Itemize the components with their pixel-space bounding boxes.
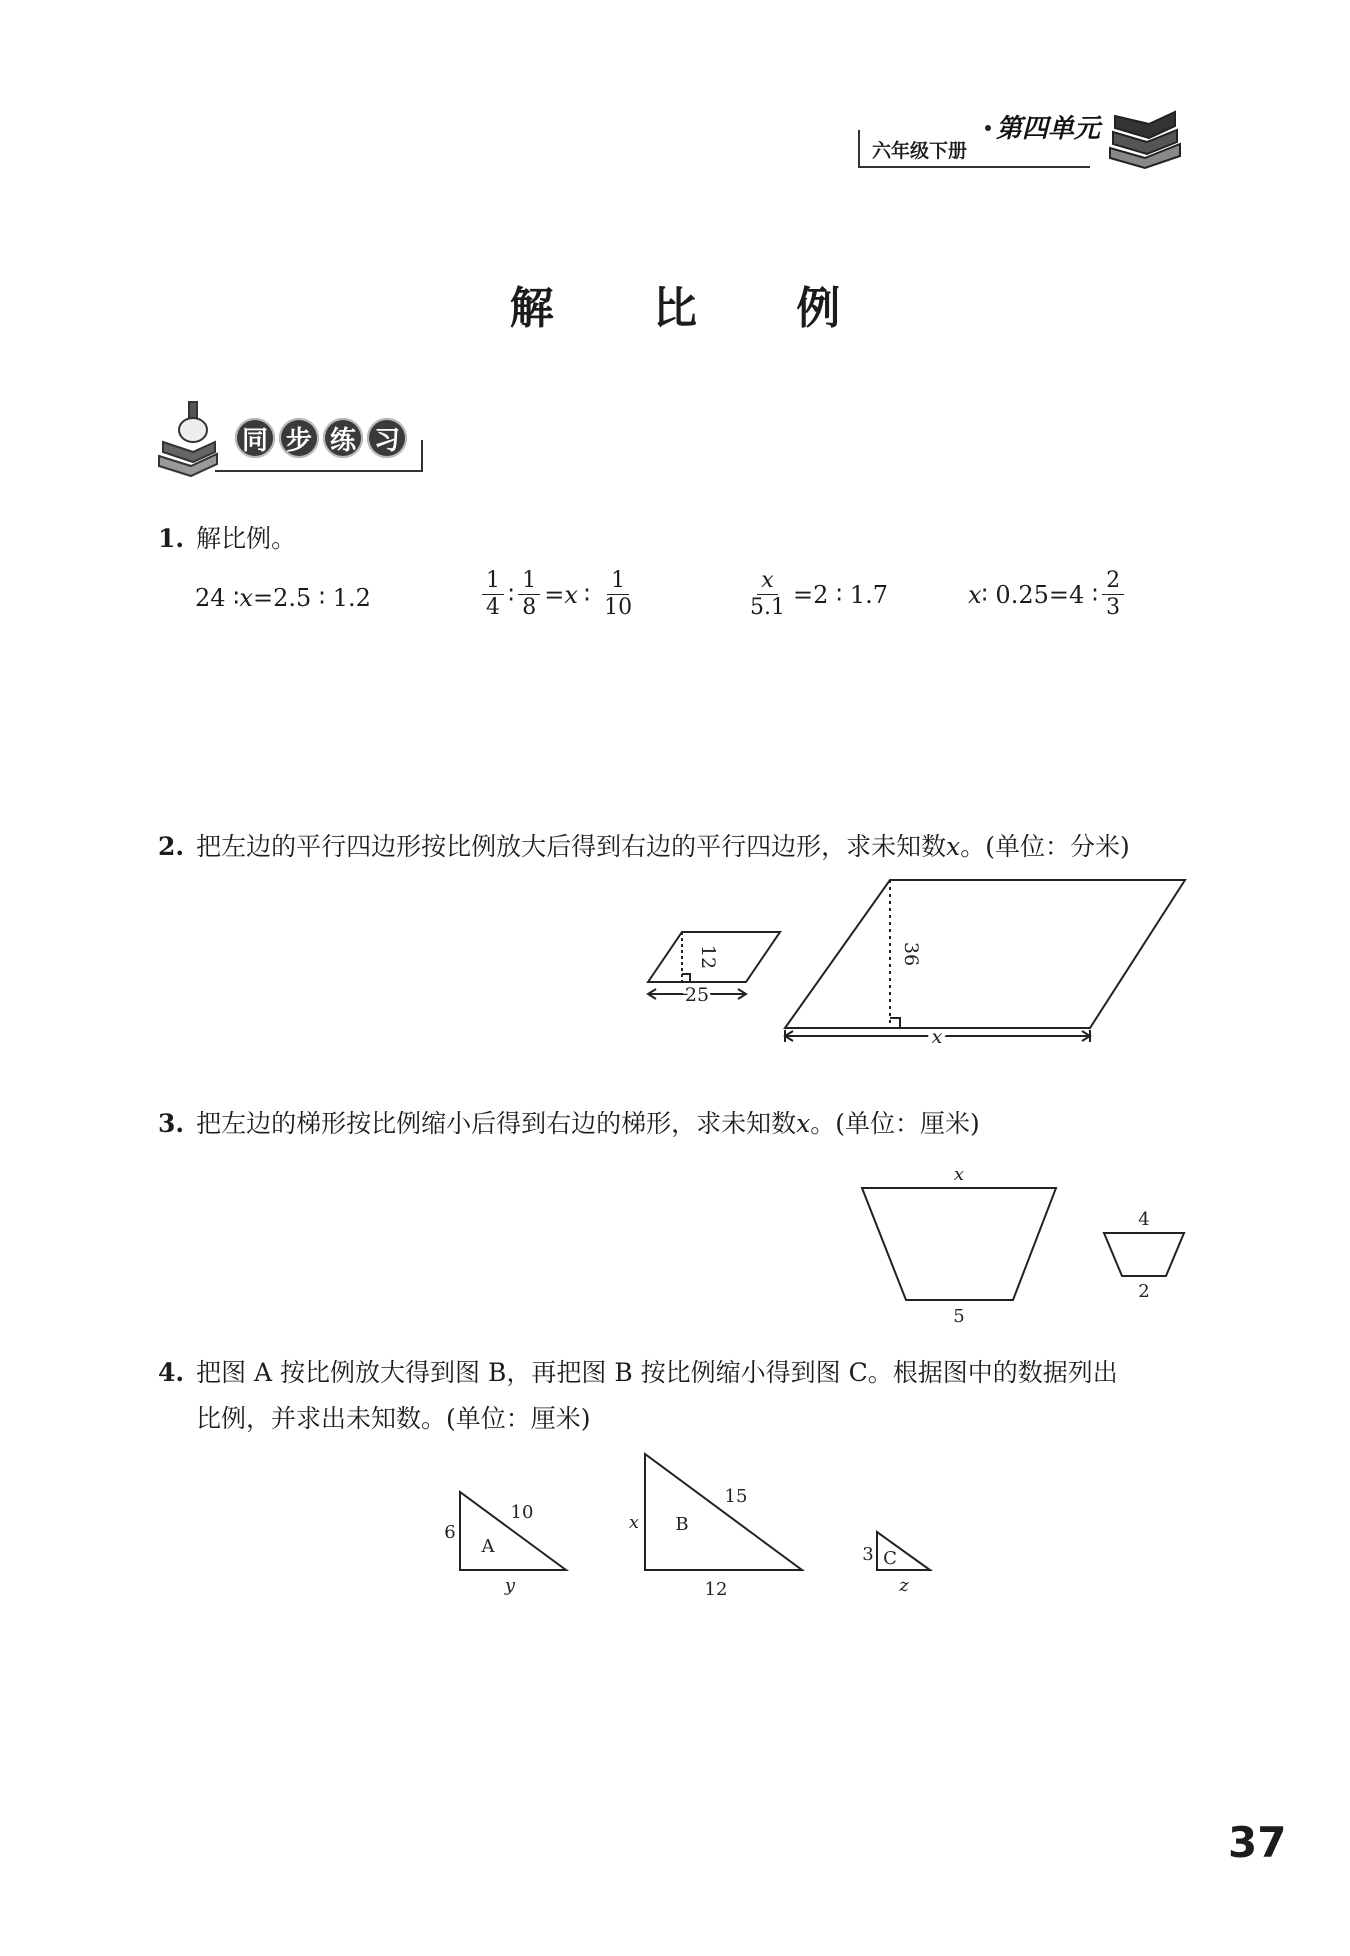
big-parallelogram	[785, 880, 1185, 1028]
triangle-A-base: y	[504, 1575, 516, 1596]
triangle-A-height: 6	[444, 1522, 456, 1543]
equation-1	[195, 584, 371, 612]
eq-part: =	[544, 580, 565, 609]
question-3	[158, 1101, 980, 1147]
fraction: $\frac{1}{10}$	[604, 568, 633, 620]
small-right-angle	[682, 974, 690, 982]
eq-var: x	[239, 584, 253, 612]
eq-part: =2 ∶ 1.7	[793, 580, 889, 609]
small-base-label: 25	[684, 984, 710, 1006]
badge-underline-end	[421, 440, 423, 472]
triangle-B-height: x	[628, 1512, 640, 1533]
badge-char: 习	[367, 418, 407, 458]
badge-char: 练	[323, 418, 363, 458]
big-height-label: 36	[900, 941, 922, 967]
eq-part: ∶	[508, 580, 515, 609]
question-text: 把左边的梯形按比例缩小后得到右边的梯形，求未知数	[196, 1109, 797, 1138]
fraction: $\frac{1}{4}$	[482, 568, 504, 621]
lamp-books-icon	[155, 400, 235, 480]
question-2	[158, 824, 1130, 870]
big-base-label: x	[931, 1026, 943, 1048]
question-text: 。(单位：厘米)	[810, 1109, 980, 1138]
badge-char: 同	[235, 418, 275, 458]
big-trapezoid	[862, 1188, 1056, 1300]
question-number: 2.	[158, 832, 185, 861]
question-var: x	[946, 832, 961, 861]
triangle-B-hyp: 15	[724, 1486, 748, 1507]
triangle-C-height: 3	[862, 1544, 874, 1565]
parallelogram-figure	[640, 870, 1200, 1050]
eq-part: ∶ 0.25=4 ∶	[981, 580, 1099, 609]
eq-part: ∶	[583, 580, 591, 609]
eq-part: =2.5 ∶ 1.2	[252, 584, 371, 612]
big-bottom-label: 5	[953, 1306, 965, 1327]
triangle-A-name: A	[481, 1536, 495, 1557]
page-number: 37	[1228, 1818, 1287, 1867]
triangle-B-base: 12	[704, 1579, 728, 1600]
equation-2	[478, 568, 640, 621]
badge-underline	[215, 470, 423, 472]
header-unit: 第四单元	[996, 114, 1101, 144]
header-dot	[985, 125, 991, 131]
question-text: 把左边的平行四边形按比例放大后得到右边的平行四边形，求未知数	[196, 832, 947, 861]
triangle-A-hyp: 10	[510, 1502, 534, 1523]
question-var: x	[796, 1109, 811, 1138]
small-trapezoid	[1104, 1233, 1184, 1276]
books-icon	[1105, 100, 1185, 170]
header-grade: 六年级下册	[872, 140, 968, 162]
small-bottom-label: 2	[1138, 1281, 1150, 1302]
page-title: 解 比 例	[509, 283, 883, 334]
triangle-B	[645, 1454, 802, 1570]
fraction: $\frac{2}{3}$	[1102, 568, 1124, 621]
triangle-C-base: z	[899, 1575, 909, 1596]
equation-3	[742, 568, 888, 621]
fraction: $\frac{x}{5.1}$	[750, 568, 785, 620]
big-top-label: x	[953, 1164, 965, 1185]
question-text: 。(单位：分米)	[960, 832, 1130, 861]
fraction: $\frac{1}{8}$	[518, 568, 540, 621]
small-top-label: 4	[1138, 1209, 1150, 1230]
question-text: 把图 A 按比例放大得到图 B，再把图 B 按比例缩小得到图 C。根据图中的数据列出	[196, 1358, 1118, 1387]
triangle-C-name: C	[883, 1548, 897, 1569]
eq-var: x	[968, 580, 982, 609]
triangles-figure	[430, 1440, 950, 1620]
question-number: 1.	[158, 524, 185, 553]
question-text: 比例，并求出未知数。(单位：厘米)	[196, 1404, 591, 1433]
question-number: 3.	[158, 1109, 185, 1138]
question-4	[158, 1350, 1118, 1442]
section-badge	[235, 418, 407, 458]
equation-4	[968, 568, 1128, 621]
eq-part: 24 ∶	[195, 584, 240, 612]
badge-char: 步	[279, 418, 319, 458]
small-height-label: 12	[697, 944, 719, 970]
question-number: 4.	[158, 1358, 185, 1387]
big-right-angle	[890, 1018, 900, 1028]
triangle-B-name: B	[675, 1514, 689, 1535]
trapezoid-figure	[850, 1160, 1190, 1340]
question-1	[158, 516, 296, 562]
question-text: 解比例。	[196, 524, 297, 553]
eq-var: x	[564, 580, 578, 609]
